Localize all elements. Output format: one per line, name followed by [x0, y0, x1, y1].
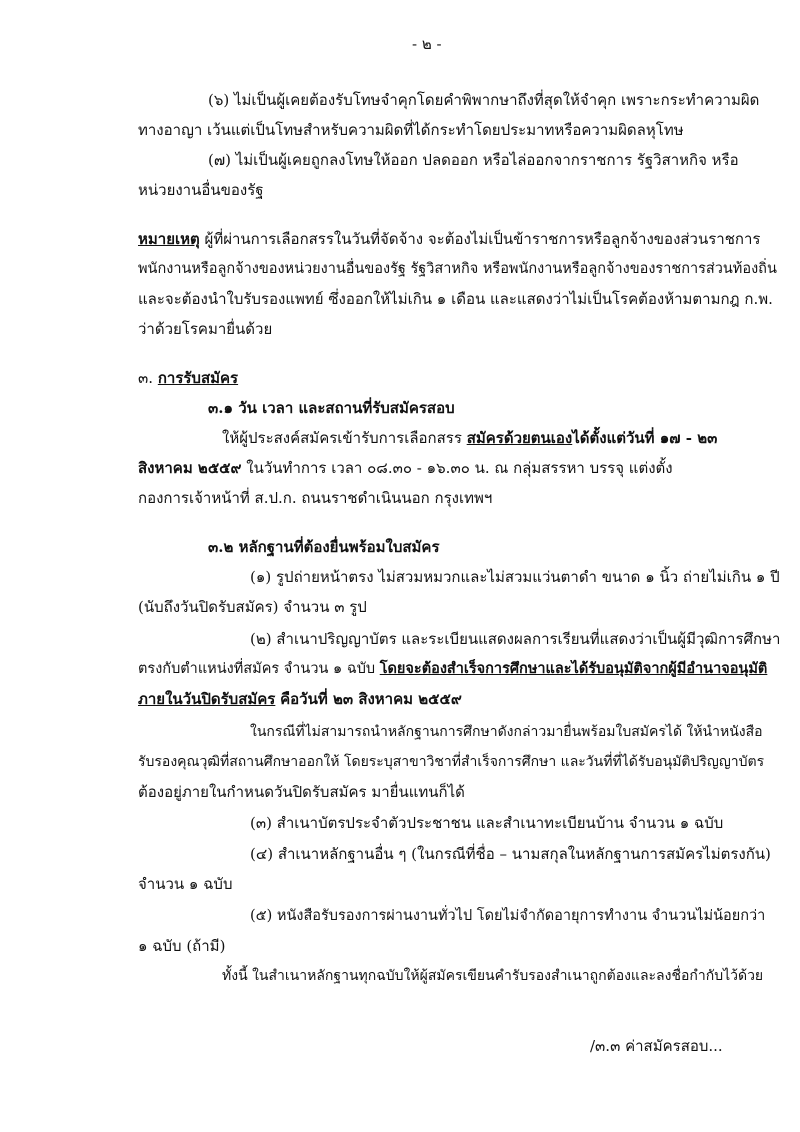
sub-32-item-2-line-3 — [138, 689, 462, 709]
sub-31-line-2-a: สิงหาคม ๒๕๕๙ — [138, 459, 242, 477]
sub-31-line-3: กองการเจ้าหน้าที่ ส.ป.ก. ถนนราชดำเนินนอก กรุงเทพฯ — [138, 489, 493, 507]
note-line-1 — [138, 229, 760, 249]
sub-32-heading: ๓.๒ หลักฐานที่ต้องยื่นพร้อมใบสมัคร — [208, 538, 440, 556]
sub-32-item-2-line-2-a: ตรงกับตำแหน่งที่สมัคร จำนวน ๑ ฉบับ — [138, 661, 376, 677]
section-3-title: การรับสมัคร — [157, 369, 239, 387]
item-7-line-2: หน่วยงานอื่นของรัฐ — [138, 181, 264, 199]
note-line-3: และจะต้องนำใบรับรองแพทย์ ซึ่งออกให้ไม่เกิน ๑ เดือน และแสดงว่าไม่เป็นโรคต้องห้ามตามกฎ ก.พ. — [138, 290, 773, 308]
section-3-heading — [138, 368, 238, 388]
page-number: - ๒ - — [412, 35, 442, 53]
sub-31-line-1-c: ได้ตั้งแต่วันที่ ๑๗ - ๒๓ — [572, 429, 718, 447]
note-line-2: พนักงานหรือลูกจ้างของหน่วยงานอื่นของรัฐ รัฐวิสาหกิจ หรือพนักงานหรือลูกจ้างของราชการส่วนท้องถิ่น — [138, 261, 777, 277]
sub-31-line-1 — [222, 428, 717, 448]
item-7-line-1: (๗) ไม่เป็นผู้เคยถูกลงโทษให้ออก ปลดออก หรือไล่ออกจากราชการ รัฐวิสาหกิจ หรือ — [208, 151, 739, 169]
sub-32-para-line-3: ต้องอยู่ภายในกำหนดวันปิดรับสมัคร มายื่นแทนก็ได้ — [138, 783, 465, 801]
note-label: หมายเหตุ — [138, 230, 200, 248]
sub-32-item-1-line-2: (นับถึงวันปิดรับสมัคร) จำนวน ๓ รูป — [138, 598, 367, 616]
graduation-requirement: โดยจะต้องสำเร็จการศึกษาและได้รับอนุมัติจากผู้มีอำนาจอนุมัติ — [379, 660, 768, 677]
continuation-marker: /๓.๓ ค่าสมัครสอบ... — [590, 1037, 723, 1055]
sub-32-item-4-line-2: จำนวน ๑ ฉบับ — [138, 875, 233, 893]
sub-32-item-3: (๓) สำเนาบัตรประจำตัวประชาชน และสำเนาทะเบียนบ้าน จำนวน ๑ ฉบับ — [250, 814, 724, 832]
section-3-number: ๓. — [138, 369, 154, 387]
sub-31-line-2 — [138, 458, 673, 478]
sub-31-heading: ๓.๑ วัน เวลา และสถานที่รับสมัครสอบ — [208, 399, 455, 417]
sub-31-line-2-b: ในวันทำการ เวลา ๐๘.๓๐ - ๑๖.๓๐ น. ณ กลุ่มสรรหา บรรจุ แต่งตั้ง — [246, 459, 673, 477]
self-apply-emphasis: สมัครด้วยตนเอง — [466, 429, 573, 447]
sub-32-item-5-line-1: (๕) หนังสือรับรองการผ่านงานทั่วไป โดยไม่จำกัดอายุการทำงาน จำนวนไม่น้อยกว่า — [250, 908, 766, 924]
sub-31-line-1-a: ให้ผู้ประสงค์สมัครเข้ารับการเลือกสรร — [222, 429, 462, 447]
sub-32-para-line-2: รับรองคุณวุฒิที่สถานศึกษาออกให้ โดยระบุสาขาวิชาที่สำเร็จการศึกษา และวันที่ที่ได้รับอนุมัติปริญญาบัตร — [138, 754, 765, 770]
note-line-4: ว่าด้วยโรคมายื่นด้วย — [138, 320, 273, 338]
sub-32-item-2-line-2 — [138, 659, 767, 679]
sub-32-item-5-line-2: ๑ ฉบับ (ถ้ามี) — [138, 937, 226, 955]
sub-32-item-1-line-1: (๑) รูปถ่ายหน้าตรง ไม่สวมหมวกและไม่สวมแว่นตาดำ ขนาด ๑ นิ้ว ถ่ายไม่เกิน ๑ ปี — [250, 568, 780, 586]
deadline-emphasis: ภายในวันปิดรับสมัคร — [138, 690, 276, 708]
sub-32-closing: ทั้งนี้ ในสำเนาหลักฐานทุกฉบับให้ผู้สมัครเขียนคำรับรองสำเนาถูกต้องและลงชื่อกำกับไว้ด้วย — [222, 968, 764, 984]
deadline-date: คือวันที่ ๒๓ สิงหาคม ๒๕๕๙ — [280, 690, 462, 708]
sub-32-item-4-line-1: (๔) สำเนาหลักฐานอื่น ๆ (ในกรณีที่ชื่อ – นามสกุลในหลักฐานการสมัครไม่ตรงกัน) — [250, 845, 771, 863]
sub-32-item-2-line-1: (๒) สำเนาปริญญาบัตร และระเบียนแสดงผลการเรียนที่แสดงว่าเป็นผู้มีวุฒิการศึกษา — [250, 630, 781, 648]
note-text-1: ผู้ที่ผ่านการเลือกสรรในวันที่จัดจ้าง จะต้องไม่เป็นข้าราชการหรือลูกจ้างของส่วนราชการ — [204, 230, 761, 248]
item-6-line-1: (๖) ไม่เป็นผู้เคยต้องรับโทษจำคุกโดยคำพิพากษาถึงที่สุดให้จำคุก เพราะกระทำความผิด — [208, 91, 760, 109]
sub-32-para-line-1: ในกรณีที่ไม่สามารถนำหลักฐานการศึกษาดังกล่าวมายื่นพร้อมใบสมัครได้ ให้นำหนังสือ — [250, 724, 763, 740]
item-6-line-2: ทางอาญา เว้นแต่เป็นโทษสำหรับความผิดที่ได้กระทำโดยประมาทหรือความผิดลหุโทษ — [138, 121, 684, 139]
